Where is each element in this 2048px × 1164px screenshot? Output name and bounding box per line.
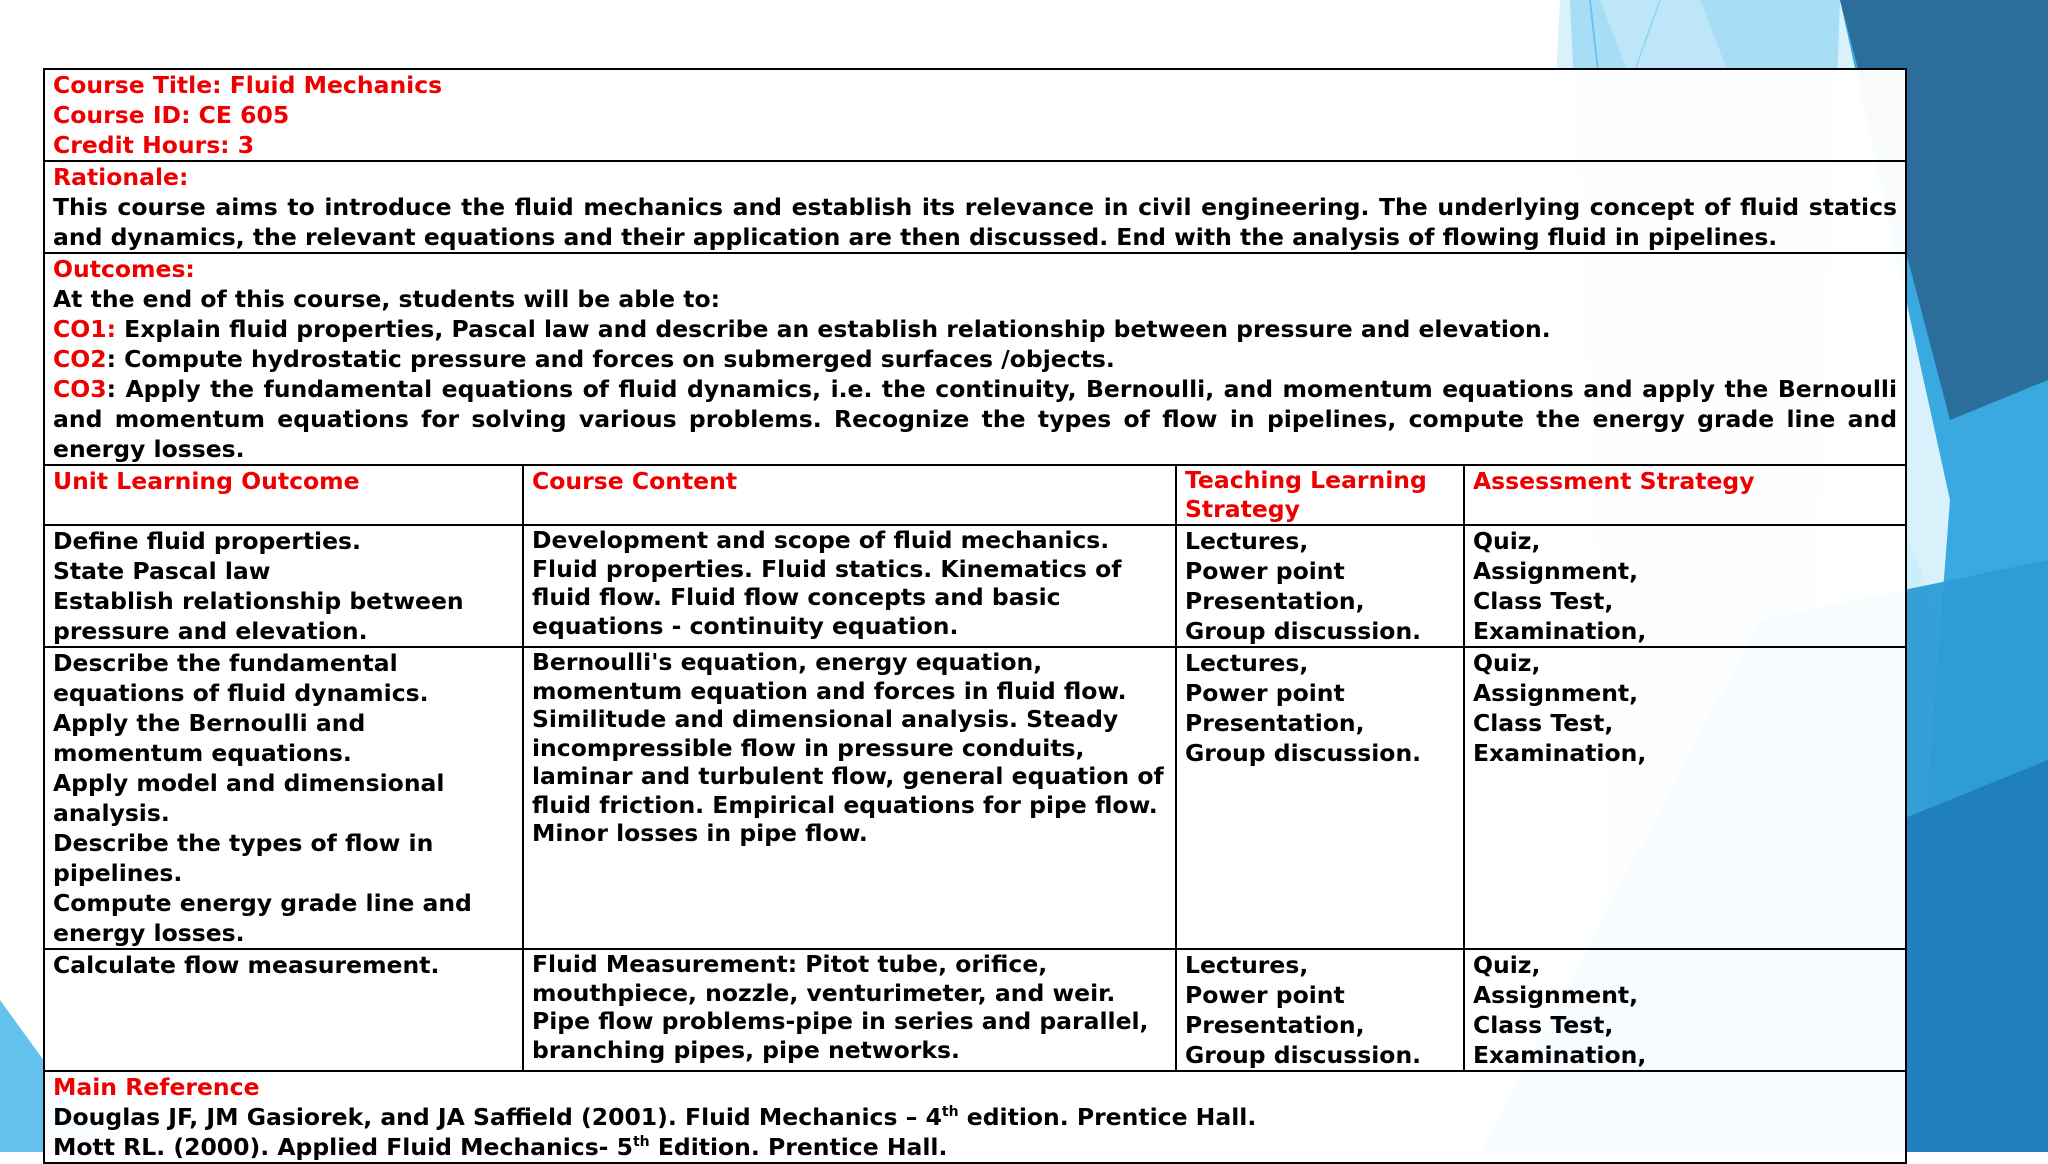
assessment-item: Class Test, [1473,587,1614,615]
course-info-cell [44,69,1906,161]
assessment-item: Examination, [1473,739,1647,767]
assessment-item: Assignment, [1473,679,1639,707]
ulo-item: Establish relationship between pressure and elevation. [53,587,464,645]
teaching-item: Power point [1185,557,1345,585]
assessment-item: Quiz, [1473,951,1541,979]
outcome-item [53,314,1897,344]
header-assessment-strategy: Assessment Strategy [1464,465,1906,525]
ulo-cell [44,949,523,1071]
teaching-item: Presentation, [1185,709,1365,737]
assessment-cell [1464,647,1906,949]
table-header-row [44,465,1906,525]
teaching-item: Lectures, [1185,527,1309,555]
assessment-item: Examination, [1473,1041,1647,1069]
assessment-cell [1464,949,1906,1071]
teaching-cell [1176,525,1464,647]
reference-label: Main Reference [53,1073,260,1101]
ulo-item: Compute energy grade line and energy losses. [53,889,472,947]
teaching-cell [1176,647,1464,949]
teaching-item: Presentation, [1185,587,1365,615]
credit-hours: Credit Hours: 3 [53,131,255,159]
content-cell: Development and scope of fluid mechanics. Fluid properties. Fluid statics. Kinematics of fluid flow. Fluid flow concepts and basic equations - continuity equation. [523,525,1176,647]
teaching-item: Group discussion. [1185,617,1422,645]
reference-text: Douglas JF, JM Gasiorek, and JA Saffield (2001). Fluid Mechanics – 4 [53,1103,942,1131]
assessment-item: Class Test, [1473,709,1614,737]
assessment-item: Assignment, [1473,557,1639,585]
teaching-item: Power point [1185,981,1345,1009]
outcomes-cell [44,253,1906,465]
teaching-item: Group discussion. [1185,739,1422,767]
outcome-text: : Apply the fundamental equations of fluid dynamics, i.e. the continuity, Bernoulli, and momentum equations and apply the Bernoulli and momentum equations for solving various problems. Recognize the types of flow in pipelines, compute the energy grade line and energy losses. [53,375,1898,463]
table-row [44,525,1906,647]
teaching-item: Lectures, [1185,951,1309,979]
teaching-item: Presentation, [1185,1011,1365,1039]
outcome-text: : Compute hydrostatic pressure and forces on submerged surfaces /objects. [106,345,1115,373]
content-cell: Fluid Measurement: Pitot tube, orifice, mouthpiece, nozzle, venturimeter, and weir. Pipe flow problems-pipe in series and parallel, branching pipes, pipe networks. [523,949,1176,1071]
assessment-cell [1464,525,1906,647]
header-unit-learning-outcome: Unit Learning Outcome [44,465,523,525]
outcome-code: CO1: [53,315,116,343]
ulo-item: Apply the Bernoulli and momentum equations. [53,709,366,767]
teaching-cell [1176,949,1464,1071]
ulo-item: Describe the fundamental equations of fluid dynamics. [53,649,429,707]
rationale-text: This course aims to introduce the fluid mechanics and establish its relevance in civil engineering. The underlying concept of fluid statics and dynamics, the relevant equations and their application are then discussed. End with the analysis of flowing fluid in pipelines. [53,193,1898,251]
ulo-item: Describe the types of flow in pipelines. [53,829,434,887]
teaching-item: Power point [1185,679,1345,707]
teaching-item: Lectures, [1185,649,1309,677]
outcome-item [53,344,1897,374]
assessment-item: Class Test, [1473,1011,1614,1039]
header-teaching-strategy: Teaching Learning Strategy [1176,465,1464,525]
rationale-label: Rationale: [53,163,189,191]
table-row [44,949,1906,1071]
ulo-cell [44,647,523,949]
reference-text: Edition. Prentice Hall. [649,1133,948,1161]
ulo-item: State Pascal law [53,557,271,585]
table-row [44,647,1906,949]
reference-sup: th [632,1134,650,1150]
assessment-item: Quiz, [1473,649,1541,677]
header-course-content: Course Content [523,465,1176,525]
course-id: Course ID: CE 605 [53,101,290,129]
assessment-item: Assignment, [1473,981,1639,1009]
reference-text: Mott RL. (2000). Applied Fluid Mechanics- 5 [53,1133,633,1161]
course-outline-table [43,68,1907,1164]
ulo-item: Define fluid properties. [53,527,361,555]
outcomes-intro: At the end of this course, students will be able to: [53,285,720,313]
assessment-item: Quiz, [1473,527,1541,555]
content-cell: Bernoulli's equation, energy equation, momentum equation and forces in fluid flow. Similitude and dimensional analysis. Steady incompressible flow in pressure conduits, laminar and turbulent flow, general equation of fluid friction. Empirical equations for pipe flow. Minor losses in pipe flow. [523,647,1176,949]
rationale-cell [44,161,1906,253]
reference-item [53,1132,1897,1162]
outcome-text: Explain fluid properties, Pascal law and describe an establish relationship between pressure and elevation. [115,315,1551,343]
assessment-item: Examination, [1473,617,1647,645]
outcomes-label: Outcomes: [53,255,195,283]
outcome-code: CO3 [53,375,107,403]
reference-text: edition. Prentice Hall. [958,1103,1257,1131]
reference-sup: th [941,1104,959,1120]
ulo-item: Calculate flow measurement. [53,951,440,979]
ulo-item: Apply model and dimensional analysis. [53,769,445,827]
teaching-item: Group discussion. [1185,1041,1422,1069]
outcome-code: CO2 [53,345,107,373]
reference-item [53,1102,1897,1132]
ulo-cell [44,525,523,647]
course-title: Course Title: Fluid Mechanics [53,71,443,99]
reference-cell [44,1071,1906,1163]
outcome-item [53,374,1897,464]
